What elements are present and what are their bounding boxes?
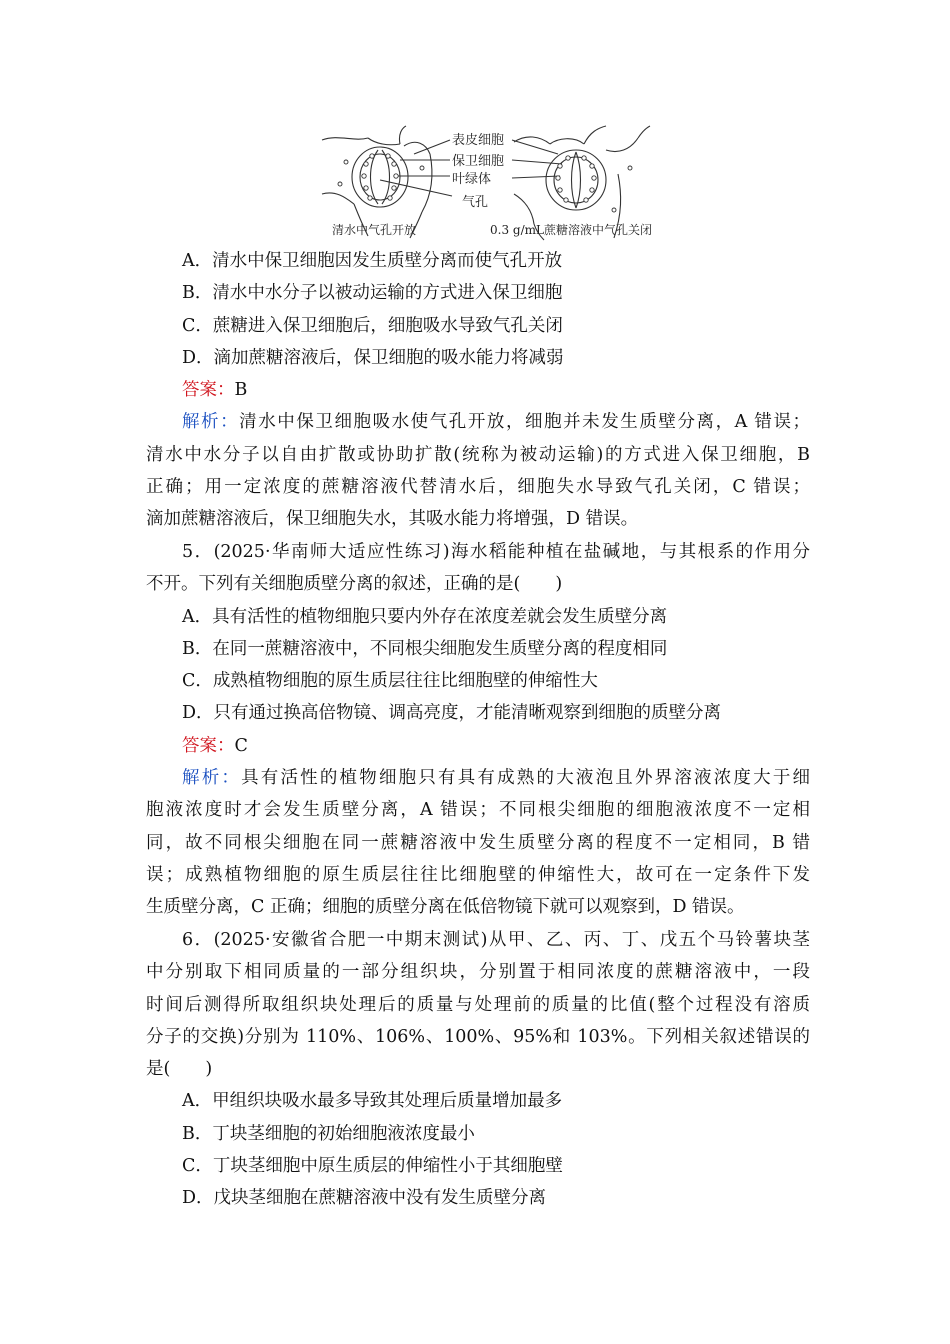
label-chloroplast: 叶绿体	[452, 172, 492, 187]
q5-analysis-line-1: 解析：具有活性的植物细胞只有具有成熟的大液泡且外界溶液浓度大于细	[182, 768, 810, 789]
q4-analysis-line-2: 清水中水分子以自由扩散或协助扩散(统称为被动运输)的方式进入保卫细胞，B	[146, 444, 810, 465]
q4-answer	[146, 374, 810, 406]
q5-answer	[146, 730, 810, 762]
q5-analysis-line-2: 胞液浓度时才会发生质壁分离，A 错误；不同根尖细胞的细胞液浓度不一定相	[146, 800, 810, 821]
q5-analysis-line-5: 生质壁分离，C 正确；细胞的质壁分离在低倍物镜下就可以观察到，D 错误。	[146, 897, 745, 918]
question-4-block	[146, 245, 810, 536]
answer-label: 答案：	[182, 380, 235, 401]
caption-right: 0.3 g/mL蔗糖溶液中气孔关闭	[490, 223, 652, 237]
q6-stem-line-4: 分子的交换)分别为 110%、106%、100%、95%和 103%。下列相关叙述错误的	[146, 1026, 810, 1047]
question-5-block	[146, 536, 810, 924]
q6-option-c: C．丁块茎细胞中原生质层的伸缩性小于其细胞壁	[182, 1156, 563, 1177]
q4-analysis-line-4: 滴加蔗糖溶液后，保卫细胞失水，其吸水能力将增强，D 错误。	[146, 509, 639, 530]
q6-stem-line-5: 是( )	[146, 1059, 213, 1080]
q5-option-a: A．具有活性的植物细胞只要内外存在浓度差就会发生质壁分离	[182, 606, 668, 627]
q6-stem-line-1: 6．(2025·安徽省合肥一中期末测试)从甲、乙、丙、丁、戊五个马铃薯块茎	[182, 930, 810, 950]
caption-left: 清水中气孔开放	[332, 223, 417, 237]
q6-stem-line-2: 中分别取下相同质量的一部分组织块，分别置于相同浓度的蔗糖溶液中，一段	[146, 962, 810, 983]
q4-option-d: D．滴加蔗糖溶液后，保卫细胞的吸水能力将减弱	[182, 347, 564, 368]
q5-stem-line-2: 不开。下列有关细胞质壁分离的叙述，正确的是( )	[146, 574, 563, 595]
stomata-figure	[318, 124, 668, 242]
answer-label: 答案：	[182, 735, 235, 756]
q4-option-c: C．蔗糖进入保卫细胞后，细胞吸水导致气孔关闭	[182, 315, 563, 336]
q4-analysis-line-1: 解析：清水中保卫细胞吸水使气孔开放，细胞并未发生质壁分离，A 错误；	[182, 412, 810, 433]
question-6-block	[146, 924, 810, 1215]
q4-option-b: B．清水中水分子以被动运输的方式进入保卫细胞	[182, 283, 563, 304]
q4-option-a: A．清水中保卫细胞因发生质壁分离而使气孔开放	[182, 251, 563, 271]
q6-option-b: B．丁块茎细胞的初始细胞液浓度最小	[182, 1123, 475, 1144]
stomata-diagram	[318, 124, 668, 242]
analysis-label: 解析：	[182, 412, 240, 433]
q5-option-c: C．成熟植物细胞的原生质层往往比细胞壁的伸缩性大	[182, 671, 598, 692]
answer-value: B	[234, 380, 248, 401]
label-epidermis: 表皮细胞	[452, 133, 505, 148]
q5-option-d: D．只有通过换高倍物镜、调高亮度，才能清晰观察到细胞的质壁分离	[182, 703, 722, 724]
q5-analysis-line-4: 误；成熟植物细胞的原生质层往往比细胞壁的伸缩性大，故可在一定条件下发	[146, 864, 810, 885]
label-stoma: 气孔	[462, 195, 489, 210]
q4-analysis-line-3: 正确；用一定浓度的蔗糖溶液代替清水后，细胞失水导致气孔关闭，C 错误；	[146, 477, 810, 498]
q5-option-b: B．在同一蔗糖溶液中，不同根尖细胞发生质壁分离的程度相同	[182, 638, 668, 659]
q5-analysis-line-3: 同，故不同根尖细胞在同一蔗糖溶液中发生质壁分离的程度不一定相同，B 错	[146, 832, 810, 853]
analysis-label: 解析：	[182, 768, 242, 789]
answer-value: C	[234, 735, 248, 756]
q5-stem-line-1: 5．(2025·华南师大适应性练习)海水稻能种植在盐碱地，与其根系的作用分	[182, 542, 810, 562]
label-guard-cell: 保卫细胞	[452, 154, 505, 169]
q6-option-a: A．甲组织块吸水最多导致其处理后质量增加最多	[182, 1091, 563, 1112]
q6-option-d: D．戊块茎细胞在蔗糖溶液中没有发生质壁分离	[182, 1188, 547, 1209]
q6-stem-line-3: 时间后测得所取组织块处理后的质量与处理前的质量的比值(整个过程没有溶质	[146, 994, 810, 1015]
